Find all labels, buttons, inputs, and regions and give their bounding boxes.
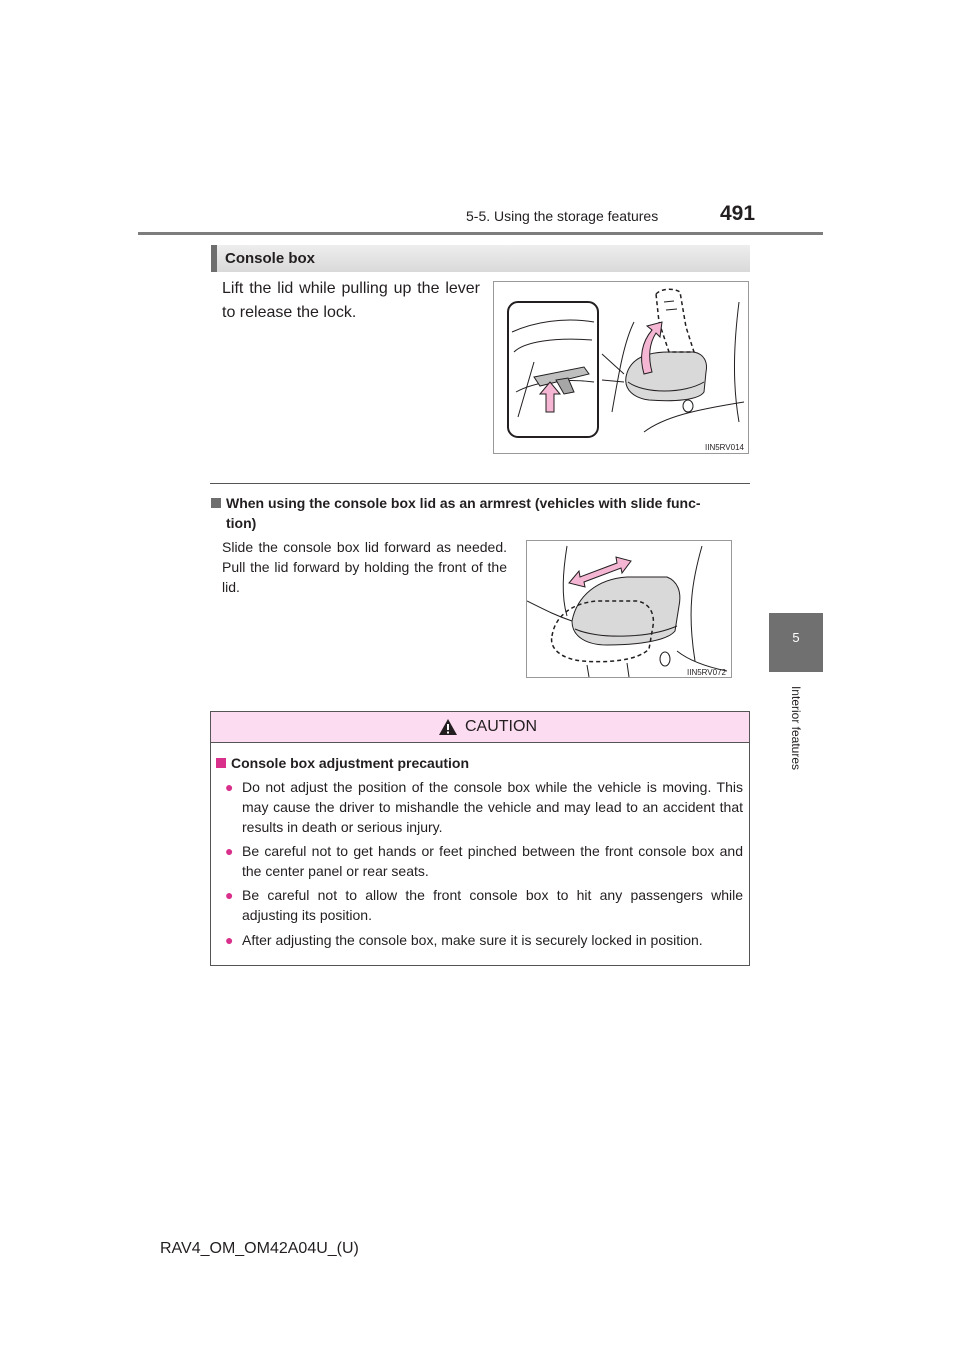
caution-title	[216, 755, 469, 771]
slide-heading-line1: When using the console box lid as an armrest (vehicles with slide func-	[226, 495, 701, 511]
caution-item	[225, 885, 743, 925]
figure-code: IIN5RV072	[687, 668, 726, 677]
header-rule	[138, 232, 823, 235]
circle-bullet-icon: ●	[225, 887, 234, 903]
slide-heading-line2: tion)	[226, 515, 257, 531]
caution-title-text: Console box adjustment precaution	[231, 755, 470, 771]
caution-item-text: Be careful not to allow the front console box to hit any passengers while adjusting its position.	[242, 887, 743, 923]
document-code: RAV4_OM_OM42A04U_(U)	[160, 1240, 359, 1257]
caution-item	[225, 841, 743, 881]
console-box-heading	[211, 245, 750, 272]
caution-item	[225, 777, 743, 837]
square-bullet-icon	[211, 498, 221, 508]
circle-bullet-icon: ●	[225, 779, 234, 795]
page-number: 491	[720, 202, 756, 225]
heading-bar	[211, 245, 217, 272]
caution-label: CAUTION	[465, 718, 537, 735]
square-bullet-icon	[216, 758, 226, 768]
running-header-section: 5-5. Using the storage features	[466, 208, 659, 224]
figure-code: IIN5RV014	[705, 443, 744, 452]
caution-box	[210, 711, 750, 966]
chapter-tab-label: Interior features	[789, 685, 803, 771]
circle-bullet-icon: ●	[225, 932, 234, 948]
slide-instructions: Slide the console box lid forward as needed. Pull the lid forward by holding the front of the lid.	[222, 539, 507, 595]
slide-function-heading	[211, 493, 749, 533]
console-box-heading-text: Console box	[225, 250, 316, 267]
caution-item-text: Do not adjust the position of the console box while the vehicle is moving. This may cause the driver to mishandle the vehicle and may lead to an accident that results in death or serious injury.	[242, 779, 743, 835]
console-lid-lift-illustration	[494, 282, 748, 453]
caution-item	[225, 930, 743, 950]
console-box-intro: Lift the lid while pulling up the lever to release the lock.	[222, 280, 480, 321]
caution-item-text: Be careful not to get hands or feet pinched between the front console box and the center panel or rear seats.	[242, 843, 743, 879]
caution-item-text: After adjusting the console box, make sure it is securely locked in position.	[242, 932, 703, 948]
caution-header	[211, 712, 749, 743]
chapter-tab-number: 5	[792, 630, 800, 645]
console-lid-slide-illustration	[527, 541, 731, 677]
figure-console-lid-lift	[493, 281, 749, 454]
figure-console-lid-slide	[526, 540, 732, 678]
warning-triangle-icon	[438, 718, 458, 736]
section-separator	[210, 483, 750, 484]
circle-bullet-icon: ●	[225, 843, 234, 859]
